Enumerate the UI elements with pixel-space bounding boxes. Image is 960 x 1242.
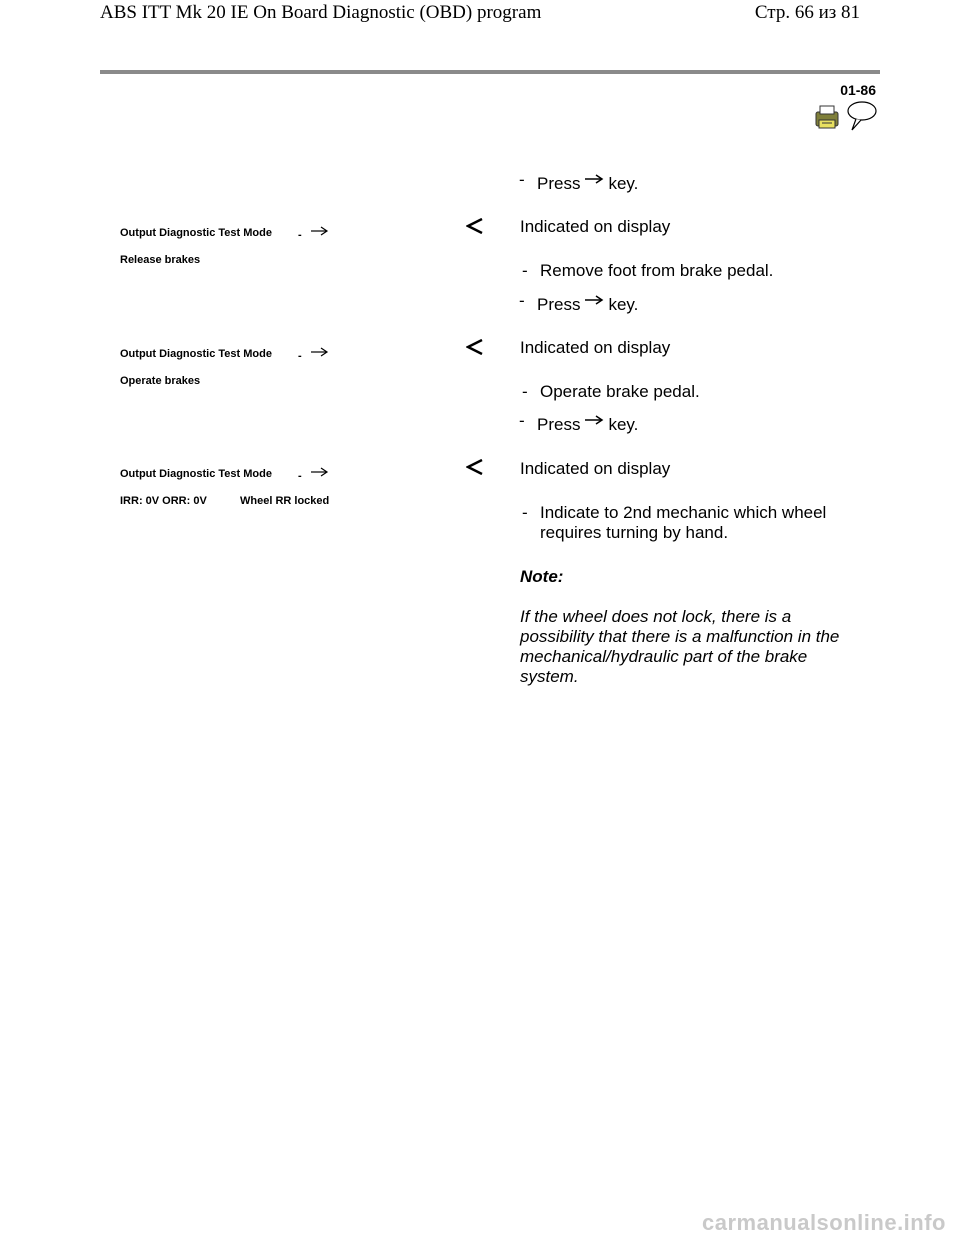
indicated-on-display-2: Indicated on display <box>520 338 671 357</box>
pointer-left-icon <box>466 459 484 475</box>
step-remove-foot: - Remove foot from brake pedal. <box>522 261 774 280</box>
right-arrow-icon <box>584 295 604 305</box>
display-3-arrow-icon <box>310 467 330 477</box>
step-operate-brake: - Operate brake pedal. <box>522 382 700 401</box>
display-3-line2b: Wheel RR locked <box>240 495 330 507</box>
step-indicate-wheel: - Indicate to 2nd mechanic which wheel requires turning by hand. <box>522 503 827 542</box>
speech-bubble-icon[interactable] <box>848 102 876 130</box>
watermark: carmanualsonline.info <box>702 1210 946 1235</box>
pointer-left-icon <box>466 339 484 355</box>
right-arrow-icon <box>584 174 604 184</box>
printer-icon[interactable] <box>816 106 838 128</box>
header-divider <box>100 70 880 74</box>
pointer-left-icon <box>466 218 484 234</box>
display-3-line1: Output Diagnostic Test Mode <box>120 468 272 480</box>
toolbar-icons <box>814 100 884 134</box>
step-press-key-3: - Press key. <box>519 411 639 434</box>
right-arrow-icon <box>584 415 604 425</box>
display-2-line1: Output Diagnostic Test Mode <box>120 348 272 360</box>
note-title: Note: <box>520 567 564 586</box>
display-1-arrow-icon <box>310 226 330 236</box>
document-title: ABS ITT Mk 20 IE On Board Diagnostic (OBD) program <box>100 2 542 23</box>
note-text: If the wheel does not lock, there is a possibility that there is a malfunction in the mechanical/hydraulic part of the brake system. <box>520 607 840 686</box>
display-2-line2: Operate brakes <box>120 375 201 387</box>
display-2-arrow-icon <box>310 347 330 357</box>
indicated-on-display-1: Indicated on display <box>520 217 671 236</box>
page-counter: Стр. 66 из 81 <box>754 2 860 23</box>
step-press-key-1: - Press key. <box>519 170 639 193</box>
page-number: 01-86 <box>840 82 876 98</box>
display-1-line1: Output Diagnostic Test Mode <box>120 227 272 239</box>
display-2-dash: - <box>298 350 302 362</box>
display-1-line2: Release brakes <box>120 254 201 266</box>
display-1-dash: - <box>298 229 302 241</box>
display-3-line2a: IRR: 0V ORR: 0V <box>120 495 207 507</box>
display-3-dash: - <box>298 470 302 482</box>
step-press-key-2: - Press key. <box>519 291 639 314</box>
indicated-on-display-3: Indicated on display <box>520 459 671 478</box>
step-dash: - <box>519 170 525 189</box>
